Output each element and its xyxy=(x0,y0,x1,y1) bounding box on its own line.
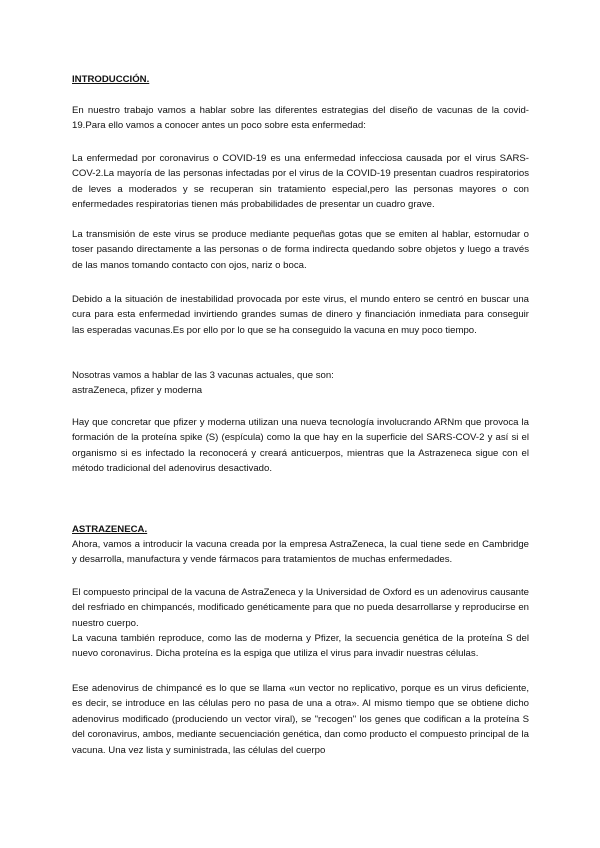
intro-paragraph-1: En nuestro trabajo vamos a hablar sobre las diferentes estrategias del diseño de vacunas de la covid-19.Para ello vamos a conocer antes un poco sobre esta enfermedad: xyxy=(72,105,529,132)
astrazeneca-paragraph-1: Ahora, vamos a introducir la vacuna creada por la empresa AstraZeneca, la cual tiene sede en Cambridge y desarrolla, manufactura y vende fármacos para tratamientos de muchas enfermedades. xyxy=(72,539,529,566)
intro-paragraph-2: La enfermedad por coronavirus o COVID-19 es una enfermedad infecciosa causada por el virus SARS-COV-2.La mayoría de las personas infectadas por el virus de la COVID-19 presentan cuadros respiratorios de leves a moderados y se recuperan sin tratamiento especial,pero las personas mayores o con enfermedades respiratorias tienen más probabilidades de presentar un cuadro grave. xyxy=(72,153,529,211)
intro-paragraph-4: Debido a la situación de inestabilidad provocada por este virus, el mundo entero se centró en buscar una cura para esta enfermedad invirtiendo grandes sumas de dinero y financiación inmediata para conseguir las esperadas vacunas.Es por ello por lo que se ha conseguido la vacuna en muy poco tiempo. xyxy=(72,294,529,336)
intro-paragraph-3: La transmisión de este virus se produce mediante pequeñas gotas que se emiten al hablar, estornudar o toser pasando directamente a las personas o de forma indirecta quedando sobre objetos y luego a través de las manos tomando contacto con ojos, nariz o boca. xyxy=(72,229,529,271)
astrazeneca-heading: ASTRAZENECA. xyxy=(72,524,148,535)
intro-paragraph-5-line-1: Nosotras vamos a hablar de las 3 vacunas actuales, que son: xyxy=(72,370,334,381)
astrazeneca-paragraph-4: Ese adenovirus de chimpancé es lo que se llama «un vector no replicativo, porque es un virus deficiente, es decir, se introduce en las células pero no pasa de una a otra». Al mismo tiempo que se obtiene dicho adenovirus modificado (produciendo un vector viral), se "recogen" los genes que codifican a la proteína S del coronavirus, ambos, mediante secuenciación genética, dan como producto el compuesto principal de la vacuna. Una vez lista y suministrada, las células del cuerpo xyxy=(72,683,529,756)
intro-paragraph-5-line-2: astraZeneca, pfizer y moderna xyxy=(72,385,203,396)
astrazeneca-paragraph-3: La vacuna también reproduce, como las de moderna y Pfizer, la secuencia genética de la proteína S del nuevo coronavirus. Dicha proteína es la espiga que utiliza el virus para invadir nuestras células. xyxy=(72,633,529,660)
intro-paragraph-6: Hay que concretar que pfizer y moderna utilizan una nueva tecnología involucrando ARNm que provoca la formación de la proteína spike (S) (espícula) como la que hay en la superficie del SARS-COV-2 y así si el organismo si es infectado la reconocerá y creará anticuerpos, mientras que la Astrazeneca sigue con el método tradicional del adenovirus desactivado. xyxy=(72,417,529,475)
intro-heading: INTRODUCCIÓN. xyxy=(72,74,150,85)
astrazeneca-paragraph-2: El compuesto principal de la vacuna de AstraZeneca y la Universidad de Oxford es un adenovirus causante del resfriado en chimpancés, modificado genéticamente para que no pueda desarrollarse y reproducirse en nuestro cuerpo. xyxy=(72,587,529,629)
